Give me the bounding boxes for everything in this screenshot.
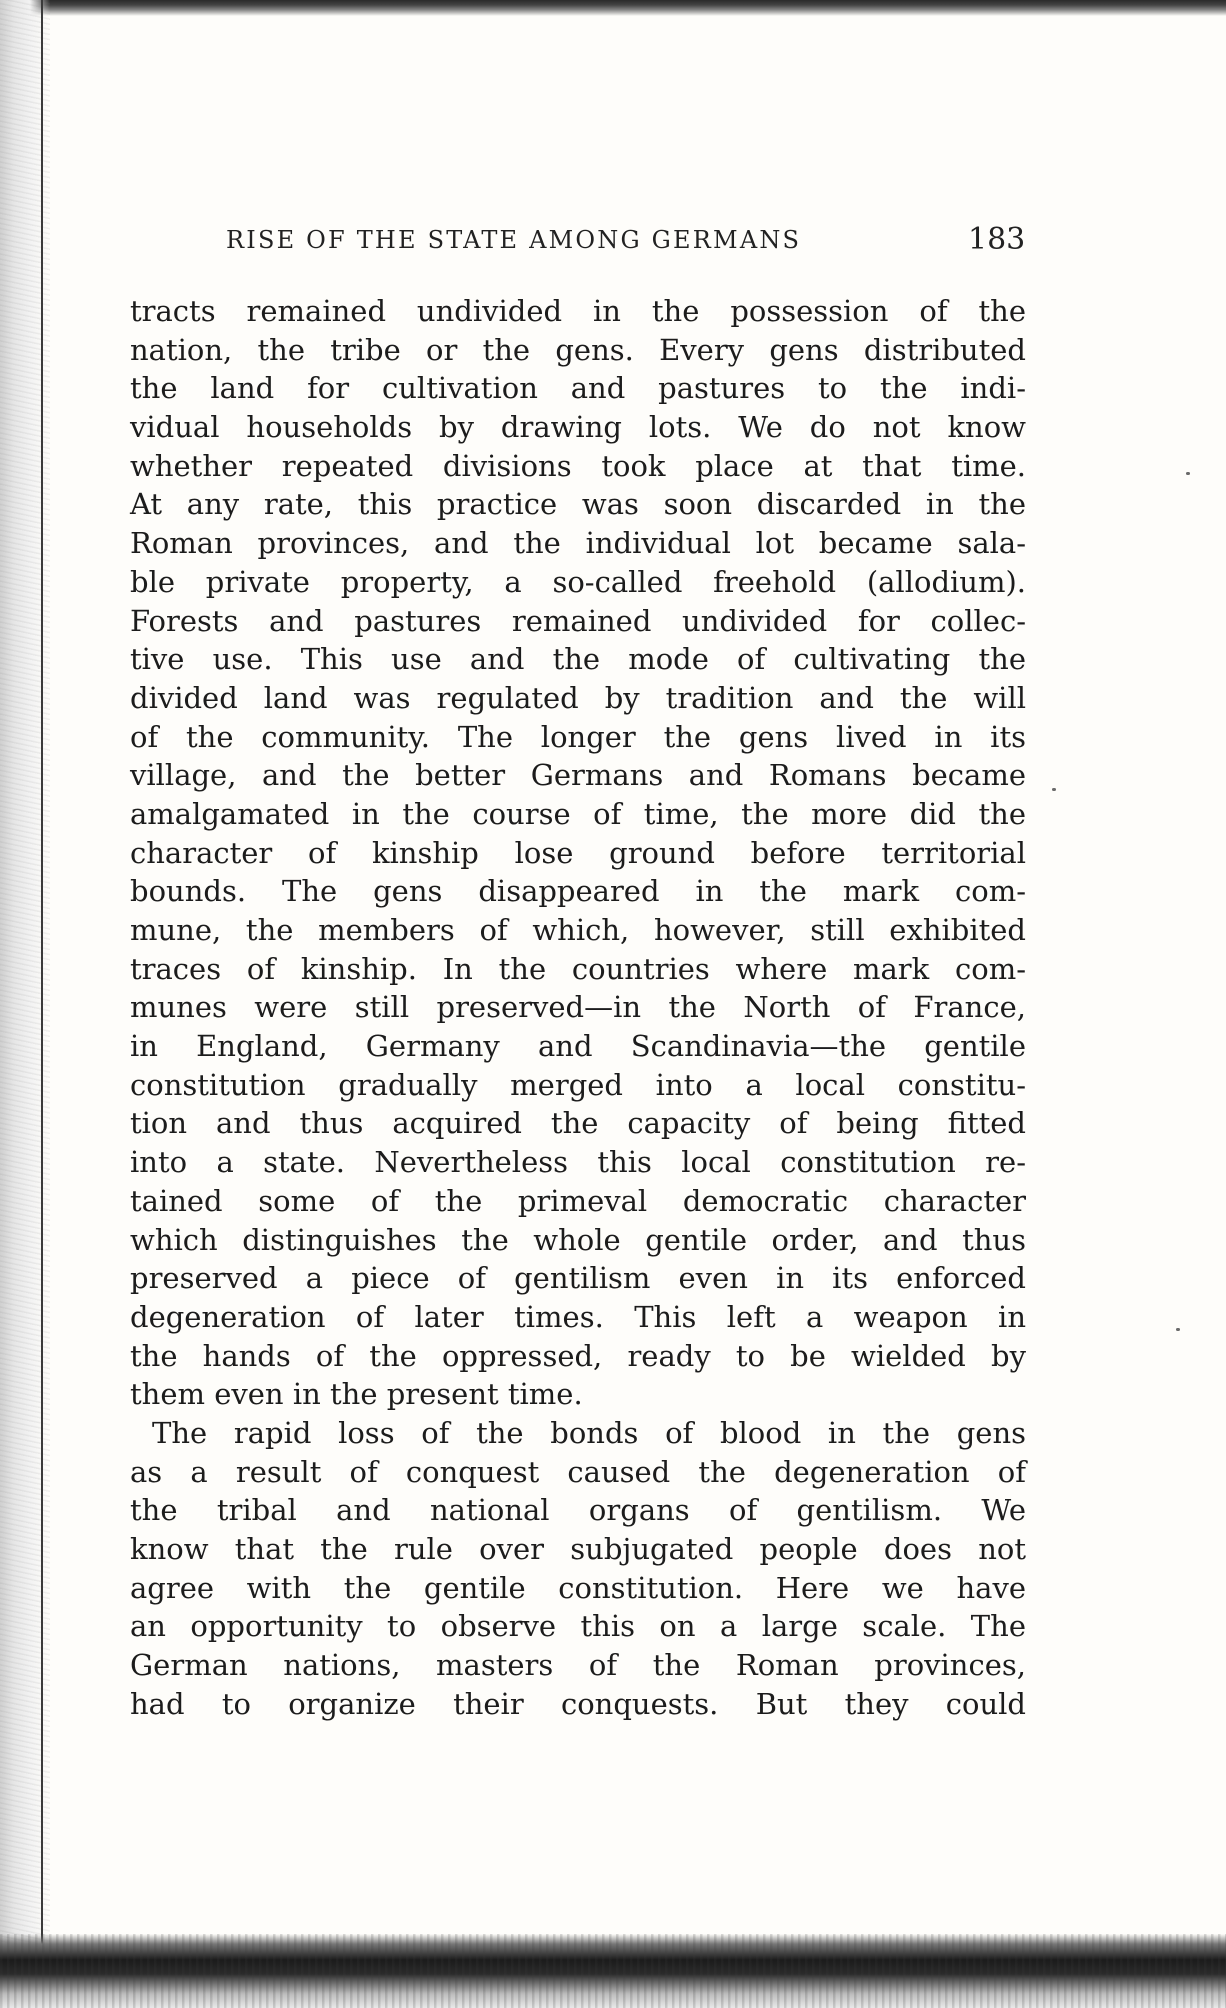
text-line: agree with the gentile constitution. Here we have — [130, 1570, 1026, 1605]
text-line: character of kinship lose ground before territorial — [130, 835, 1026, 870]
text-line: divided land was regulated by tradition and the will — [130, 680, 1026, 715]
text-line: nation, the tribe or the gens. Every gens distributed — [130, 332, 1026, 367]
text-line: had to organize their conquests. But they could — [130, 1686, 1026, 1721]
text-line: amalgamated in the course of time, the more did the — [130, 796, 1026, 831]
text-line: bounds. The gens disappeared in the mark com- — [130, 874, 1026, 909]
paragraph-1 — [130, 292, 1026, 1414]
text-line: tracts remained undivided in the possession of the — [130, 294, 1026, 328]
text-line: mune, the members of which, however, still exhibited — [130, 913, 1026, 947]
body-text — [130, 292, 1026, 1723]
text-line: the tribal and national organs of gentilism. We — [130, 1493, 1026, 1528]
scan-speck — [1186, 472, 1190, 475]
scan-speck — [1052, 788, 1056, 791]
text-line: ble private property, a so-called freehold (allodium). — [130, 564, 1026, 599]
text-line: which distinguishes the whole gentile order, and thus — [130, 1222, 1026, 1257]
text-line: The rapid loss of the bonds of blood in the gens — [152, 1415, 1026, 1450]
text-line: an opportunity to observe this on a large scale. The — [130, 1609, 1026, 1644]
text-line: tive use. This use and the mode of cultivating the — [130, 642, 1026, 677]
text-line: in England, Germany and Scandinavia—the gentile — [130, 1029, 1026, 1064]
text-line: them even in the present time. — [130, 1377, 583, 1412]
text-line: tion and thus acquired the capacity of being fitted — [130, 1106, 1026, 1141]
text-line: preserved a piece of gentilism even in its enforced — [130, 1261, 1026, 1296]
page-number: 183 — [968, 222, 1026, 257]
text-line: know that the rule over subjugated people does not — [130, 1532, 1026, 1566]
text-line: Forests and pastures remained undivided for collec- — [130, 603, 1026, 638]
page-spine-line — [41, 0, 43, 1960]
text-line: munes were still preserved—in the North of France, — [130, 990, 1026, 1025]
scan-bottom-edge — [0, 1934, 1226, 2008]
text-line: village, and the better Germans and Romans became — [130, 758, 1026, 793]
text-line: Roman provinces, and the individual lot became sala- — [130, 526, 1026, 561]
text-line: the land for cultivation and pastures to the indi- — [130, 371, 1026, 406]
text-line: whether repeated divisions took place at that time. — [130, 448, 1026, 483]
text-line: the hands of the oppressed, ready to be wielded by — [130, 1338, 1026, 1373]
text-line: traces of kinship. In the countries where mark com- — [130, 951, 1026, 986]
text-line: German nations, masters of the Roman provinces, — [130, 1648, 1026, 1683]
running-head — [130, 222, 1030, 266]
text-line: into a state. Nevertheless this local constitution re- — [130, 1145, 1026, 1180]
running-head-title: RISE OF THE STATE AMONG GERMANS — [226, 226, 802, 254]
text-line: constitution gradually merged into a local constitu- — [130, 1067, 1026, 1102]
text-line: as a result of conquest caused the degeneration of — [130, 1454, 1026, 1489]
text-line: At any rate, this practice was soon discarded in the — [130, 487, 1026, 522]
text-line: degeneration of later times. This left a weapon in — [130, 1299, 1026, 1334]
scan-top-edge — [0, 0, 1226, 16]
text-line: of the community. The longer the gens lived in its — [130, 719, 1026, 754]
text-line: vidual households by drawing lots. We do not know — [130, 410, 1026, 445]
paragraph-2 — [130, 1414, 1026, 1724]
scan-speck — [1176, 1328, 1180, 1331]
text-line: tained some of the primeval democratic character — [130, 1183, 1026, 1218]
